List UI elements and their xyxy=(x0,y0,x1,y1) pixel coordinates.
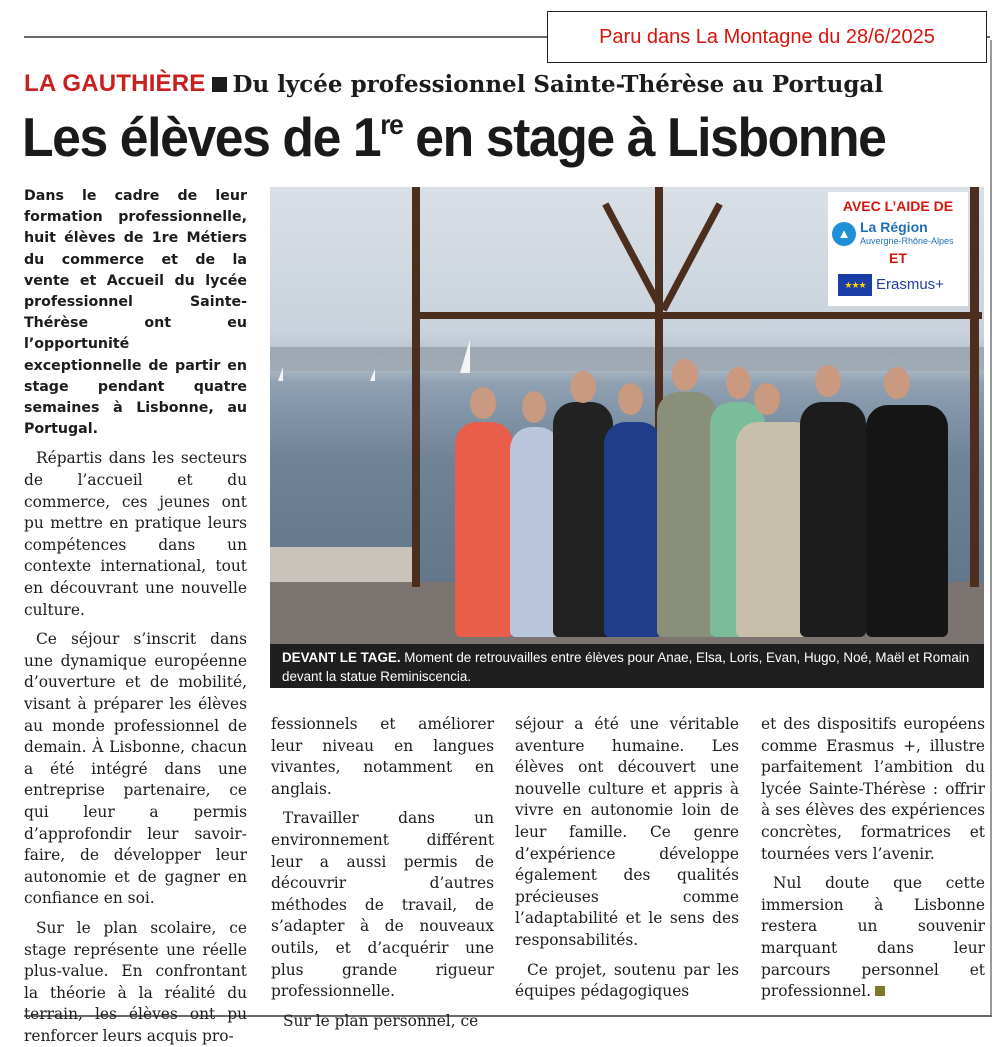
right-rule xyxy=(990,40,992,1016)
region-name: La Région xyxy=(860,219,928,235)
column-3 xyxy=(515,714,739,1003)
paragraph xyxy=(761,873,985,1003)
person-head xyxy=(815,365,841,397)
paragraph: Travailler dans un environnement différent leur a aussi permis de découvrir d’autres méthodes de travail, de s’adapter à de nouveaux outils, et d’acquérir une plus grande rigueur professionnelle. xyxy=(271,809,494,1001)
headline xyxy=(22,104,885,170)
person-head xyxy=(470,387,496,419)
headline-part2: en stage à Lisbonne xyxy=(402,106,886,168)
person-head xyxy=(884,367,910,399)
erasmus-label: Erasmus+ xyxy=(876,276,944,293)
sponsor-logos xyxy=(828,192,968,306)
kicker-place: LA GAUTHIÈRE xyxy=(24,70,206,97)
paragraph: Ce projet, soutenu par les équipes pédagogiques xyxy=(515,960,739,1001)
paragraph: Ce séjour s’inscrit dans une dynamique européenne d’ouverture et de mobilité, visant à préparer les élèves au monde professionnel de demain. À Lisbonne, chacun a été intégré dans une entreprise partenaire, ce qui leur a permis d’approfondir leur savoir-faire, de développer leur autonomie et de gagner en confiance en soi. xyxy=(24,630,247,908)
statue-frame xyxy=(412,187,420,587)
photo-caption xyxy=(270,644,984,688)
sailboat-icon xyxy=(370,369,375,381)
person-head xyxy=(618,383,643,415)
sailboat-icon xyxy=(460,339,470,373)
person-head xyxy=(726,367,751,399)
kicker-subtitle: Du lycée professionnel Sainte-Thérèse au Portugal xyxy=(232,70,884,98)
statue-frame xyxy=(970,187,979,587)
square-bullet-icon xyxy=(212,77,227,92)
sailboat-icon xyxy=(278,367,283,381)
publication-note: Paru dans La Montagne du 28/6/2025 xyxy=(547,11,987,63)
paragraph: et des dispositifs européens comme Erasmus +, illustre parfaitement l’ambition du lycée Sainte-Thérèse : offrir à ses élèves des expériences concrètes, formatrices et tournées vers l’avenir. xyxy=(761,715,985,863)
column-4 xyxy=(761,714,985,1003)
kicker xyxy=(24,70,883,98)
region-subtitle: Auvergne-Rhône-Alpes xyxy=(860,236,954,246)
person-head xyxy=(754,383,780,415)
statue-frame xyxy=(412,312,982,319)
person-head xyxy=(570,371,596,403)
person xyxy=(657,392,717,637)
paragraph: Répartis dans les secteurs de l’accueil et du commerce, ces jeunes ont pu mettre en pratique leurs compétences dans un contexte international, tout en découvrant une nouvelle culture. xyxy=(24,449,247,619)
person-head xyxy=(522,391,546,423)
paragraph-text: Nul doute que cette immersion à Lisbonne restera un souvenir marquant dans leur parcours personnel et professionnel. xyxy=(761,874,985,1001)
region-logo-icon: ▲ xyxy=(832,222,856,246)
et-label: ET xyxy=(889,250,907,266)
column-2 xyxy=(271,714,494,1032)
end-mark-icon xyxy=(875,986,885,996)
column-1 xyxy=(24,186,247,1047)
paragraph: séjour a été une véritable aventure humaine. Les élèves ont découvert une nouvelle culture et appris à vivre en autonomie loin de leur famille. Ce genre d’expérience développe également des qualités précieuses comme l’adaptabilité et le sens des responsabilités. xyxy=(515,715,739,949)
caption-label: DEVANT LE TAGE. xyxy=(282,650,401,665)
paragraph: Sur le plan scolaire, ce stage représente une réelle plus-value. En confrontant la théorie à la réalité du terrain, les élèves ont pu renforcer leurs acquis pro- xyxy=(24,918,247,1045)
person xyxy=(604,422,662,637)
person xyxy=(800,402,866,637)
paragraph: Sur le plan personnel, ce xyxy=(283,1011,479,1030)
lead-paragraph: Dans le cadre de leur formation professionnelle, huit élèves de 1re Métiers du commerce et de la vente et Accueil du lycée professionnel Sainte-Thérèse ont eu l’opportunité exceptionnelle de partir en stage pendant quatre semaines à Lisbonne, au Portugal. xyxy=(24,188,247,438)
statue-frame xyxy=(660,202,723,311)
headline-sup: re xyxy=(380,109,403,140)
headline-part1: Les élèves de 1 xyxy=(22,106,381,168)
caption-text: Moment de retrouvailles entre élèves pour Anae, Elsa, Loris, Evan, Hugo, Noé, Maël et Romain devant la statue Reminiscencia. xyxy=(282,650,970,684)
eu-flag-icon: ★★★ xyxy=(838,274,872,296)
paragraph: fessionnels et améliorer leur niveau en langues vivantes, notamment en anglais. xyxy=(271,715,494,798)
person-head xyxy=(672,359,698,391)
person xyxy=(455,422,513,637)
avec-label: AVEC L’AIDE DE xyxy=(842,198,954,214)
distant-shore xyxy=(270,347,984,371)
person xyxy=(866,405,948,637)
